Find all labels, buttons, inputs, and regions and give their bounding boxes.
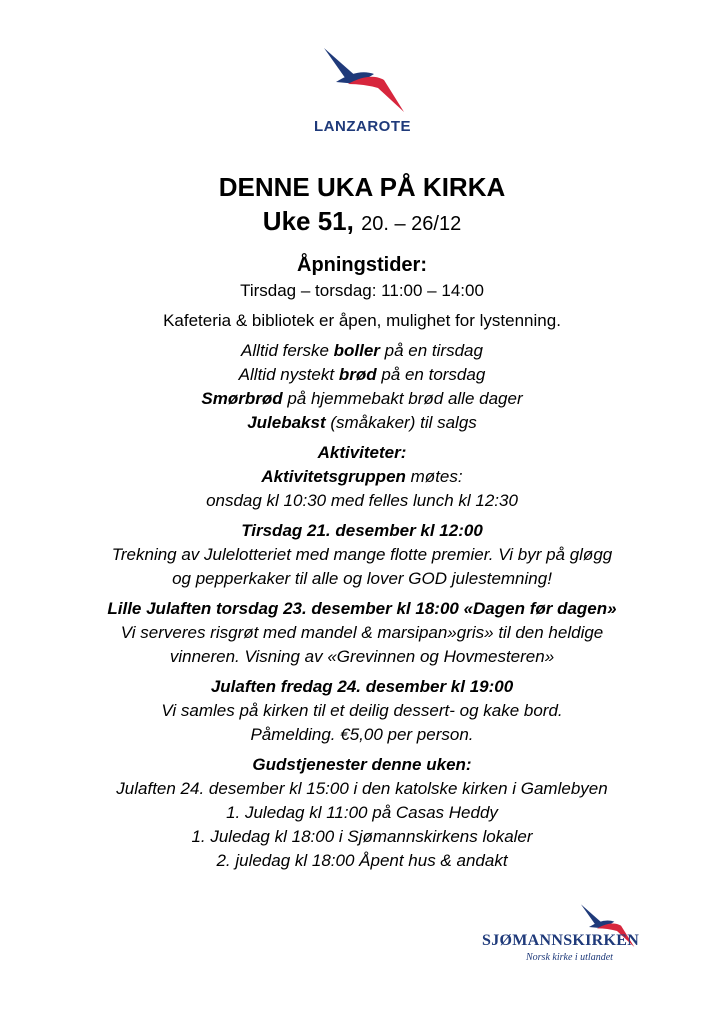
activities-title: Aktiviteter: [317, 443, 407, 462]
offer-line: Julebakst (småkaker) til salgs [247, 413, 477, 432]
opening-hours-title: Åpningstider: [297, 254, 427, 276]
opening-info: Kafeteria & bibliotek er åpen, mulighet for lystenning. [163, 311, 561, 330]
week-label: Uke 51, [262, 206, 354, 236]
service-line: 2. juledag kl 18:00 Åpent hus & andakt [216, 851, 508, 870]
service-line: Julaften 24. desember kl 15:00 i den katolske kirken i Gamlebyen [116, 779, 608, 798]
activities-group: Aktivitetsgruppen møtes: [261, 467, 463, 486]
event-line: vinneren. Visning av «Grevinnen og Hovmesteren» [169, 647, 555, 666]
service-line: 1. Juledag kl 18:00 i Sjømannskirkens lokaler [191, 827, 533, 846]
event-line: Trekning av Julelotteriet med mange flotte premier. Vi byr på gløgg [111, 545, 613, 564]
event-heading: Lille Julaften torsdag 23. desember kl 18:00 «Dagen før dagen» [107, 599, 617, 618]
activities-time: onsdag kl 10:30 med felles lunch kl 12:30 [206, 491, 518, 510]
notice-content [0, 170, 724, 873]
event-line: Vi samles på kirken til et deilig dessert- og kake bord. [161, 701, 563, 720]
event-line: Påmelding. €5,00 per person. [250, 725, 474, 744]
offer-line: Smørbrød på hjemmebakt brød alle dager [201, 389, 523, 408]
week-dates: 20. – 26/12 [361, 213, 462, 235]
sjomannskirken-tagline: Norsk kirke i utlandet [526, 952, 613, 963]
event-heading: Tirsdag 21. desember kl 12:00 [241, 521, 483, 540]
opening-hours: Tirsdag – torsdag: 11:00 – 14:00 [240, 281, 484, 300]
page-title: DENNE UKA PÅ KIRKA [218, 172, 506, 202]
services-heading: Gudstjenester denne uken: [252, 755, 472, 774]
week-line [0, 204, 724, 241]
lanzarote-brand-text: LANZAROTE [314, 118, 411, 135]
event-line: Vi serveres risgrøt med mandel & marsipan»gris» til den heldige [120, 623, 604, 642]
lanzarote-logo [305, 44, 420, 135]
event-line: og pepperkaker til alle og lover GOD julestemning! [172, 569, 552, 588]
offer-line: Alltid nystekt brød på en torsdag [238, 365, 486, 384]
service-line: 1. Juledag kl 11:00 på Casas Heddy [226, 803, 498, 822]
event-heading: Julaften fredag 24. desember kl 19:00 [210, 677, 514, 696]
sjomannskirken-brand-text: SJØMANNSKIRKEN [482, 932, 640, 949]
church-wing-logo-icon [318, 44, 408, 114]
offer-line: Alltid ferske boller på en tirsdag [241, 341, 483, 360]
